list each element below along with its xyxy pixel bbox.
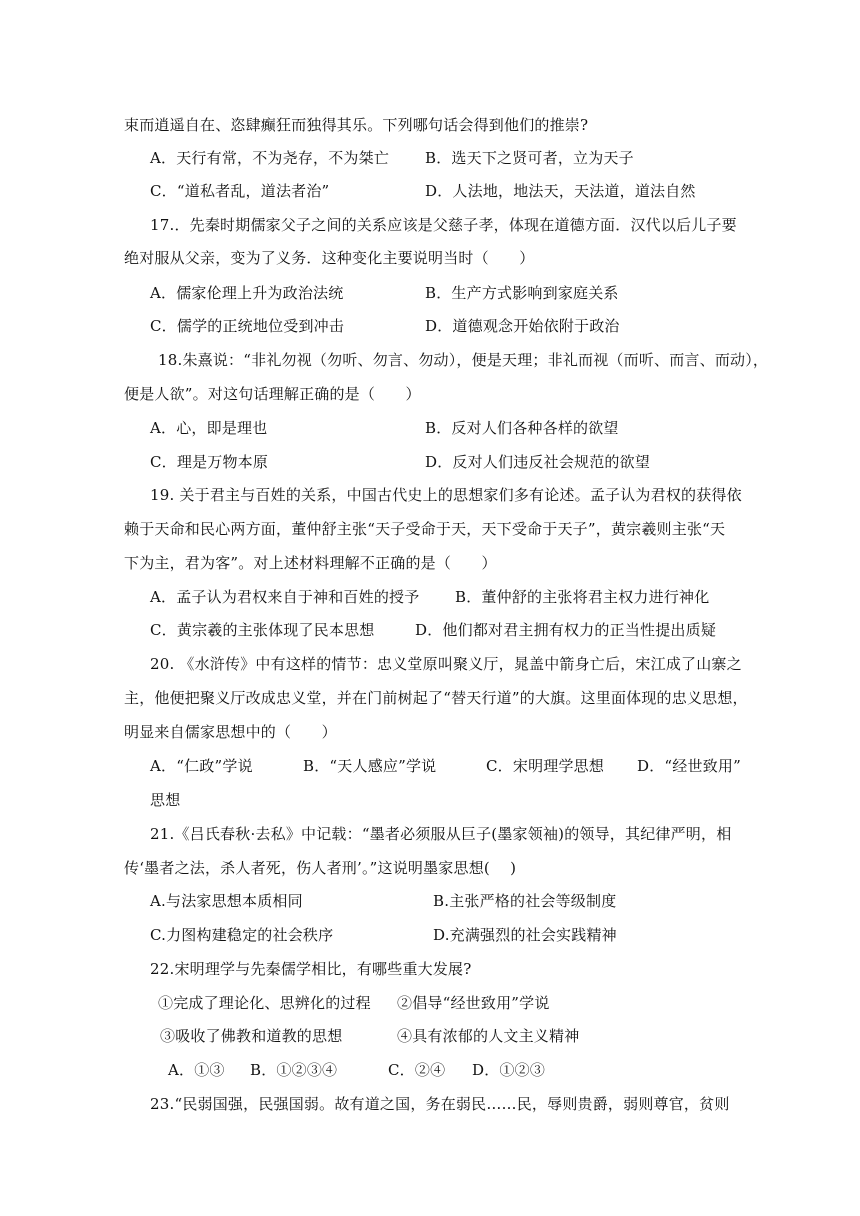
q20-stem-line1: 20. 《水浒传》中有这样的情节：忠义堂原叫聚义厅，晁盖中箭身亡后，宋江成了山寨之 (150, 655, 742, 673)
q23-stem-line1: 23.“民弱国强，民强国弱。故有道之国，务在弱民……民，辱则贵爵，弱则尊官，贫则 (150, 1095, 730, 1113)
q22-option-a: A．①③ (168, 1061, 225, 1079)
q18-option-b: B．反对人们各种各样的欲望 (425, 419, 619, 437)
q22-stem: 22.宋明理学与先秦儒学相比，有哪些重大发展? (150, 960, 472, 978)
q17-stem-line2: 绝对服从父亲，变为了义务．这种变化主要说明当时（ ） (124, 249, 535, 267)
q20-stem-line3: 明显来自儒家思想中的（ ） (124, 723, 337, 741)
q17-option-b: B．生产方式影响到家庭关系 (425, 284, 619, 302)
q20-option-b: B．“天人感应”学说 (303, 757, 437, 775)
q18-option-a: A．心，即是理也 (150, 419, 268, 437)
q19-stem-line2: 赖于天命和民心两方面，董仲舒主张“天子受命于天，天下受命于天子”，黄宗羲则主张“天 (124, 520, 726, 538)
q16-option-a: A．天行有常，不为尧存，不为桀亡 (150, 149, 390, 167)
q18-stem-line2: 便是人欲”。对这句话理解正确的是（ ） (124, 385, 421, 403)
q19-option-a: A．孟子认为君权来自于神和百姓的授予 (150, 588, 420, 606)
q17-option-a: A．儒家伦理上升为政治法统 (150, 284, 344, 302)
q19-stem-line1: 19. 关于君主与百姓的关系，中国古代史上的思想家们多有论述。孟子认为君权的获得依 (150, 486, 742, 504)
q22-item-1: ①完成了理论化、思辨化的过程 (158, 994, 371, 1012)
q20-option-d: D．“经世致用” (637, 757, 741, 775)
q21-stem-line1: 21.《吕氏春秋·去私》中记载：“墨者必须服从巨子(墨家领袖)的领导，其纪律严明，相 (150, 825, 732, 843)
q20-option-a: A．“仁政”学说 (150, 757, 253, 775)
q19-stem-line3: 下为主，君为客”。对上述材料理解不正确的是（ ） (124, 554, 497, 572)
q22-item-3: ③吸收了佛教和道教的思想 (160, 1027, 343, 1045)
q19-option-c: C．黄宗羲的主张体现了民本思想 (150, 621, 375, 639)
q21-option-b: B.主张严格的社会等级制度 (433, 892, 617, 910)
q21-option-c: C.力图构建稳定的社会秩序 (150, 926, 334, 944)
q19-option-b: B．董仲舒的主张将君主权力进行神化 (455, 588, 710, 606)
q21-stem-line2: 传‘墨者之法，杀人者死，伤人者刑’。”这说明墨家思想( ) (124, 859, 517, 877)
q22-item-4: ④具有浓郁的人文主义精神 (397, 1027, 580, 1045)
q22-option-c: C．②④ (388, 1061, 446, 1079)
q17-option-c: C．儒学的正统地位受到冲击 (150, 317, 345, 335)
q19-option-d: D．他们都对君主拥有权力的正当性提出质疑 (415, 621, 717, 639)
q17-stem-line1: 17.．先秦时期儒家父子之间的关系应该是父慈子孝，体现在道德方面．汉代以后儿子要 (150, 216, 737, 234)
q18-option-c: C．理是万物本原 (150, 453, 269, 471)
q22-option-b: B．①②③④ (250, 1061, 338, 1079)
q16-option-d: D．人法地，地法天，天法道，道法自然 (425, 182, 696, 200)
q22-item-2: ②倡导“经世致用”学说 (397, 994, 550, 1012)
q20-stem-line2: 主，他便把聚义厅改成忠义堂，并在门前树起了“替天行道”的大旗。这里面体现的忠义思想， (124, 689, 748, 707)
q16-option-c: C．“道私者乱，道法者治” (150, 182, 330, 200)
q21-option-a: A.与法家思想本质相同 (150, 892, 303, 910)
q18-option-d: D．反对人们违反社会规范的欲望 (425, 453, 651, 471)
q16-option-b: B．选天下之贤可者，立为天子 (425, 149, 634, 167)
question-16-stem: 束而逍遥自在、恣肆癫狂而独得其乐。下列哪句话会得到他们的推崇? (124, 116, 589, 134)
q22-option-d: D．①②③ (472, 1061, 546, 1079)
q20-option-c: C．宋明理学思想 (486, 757, 605, 775)
q21-option-d: D.充满强烈的社会实践精神 (433, 926, 617, 944)
q17-option-d: D．道德观念开始依附于政治 (425, 317, 620, 335)
q20-option-d-continued: 思想 (150, 791, 181, 809)
q18-stem-line1: 18.朱熹说：“非礼勿视（勿听、勿言、勿动），便是天理；非礼而视（而听、而言、而动）， (158, 351, 769, 369)
